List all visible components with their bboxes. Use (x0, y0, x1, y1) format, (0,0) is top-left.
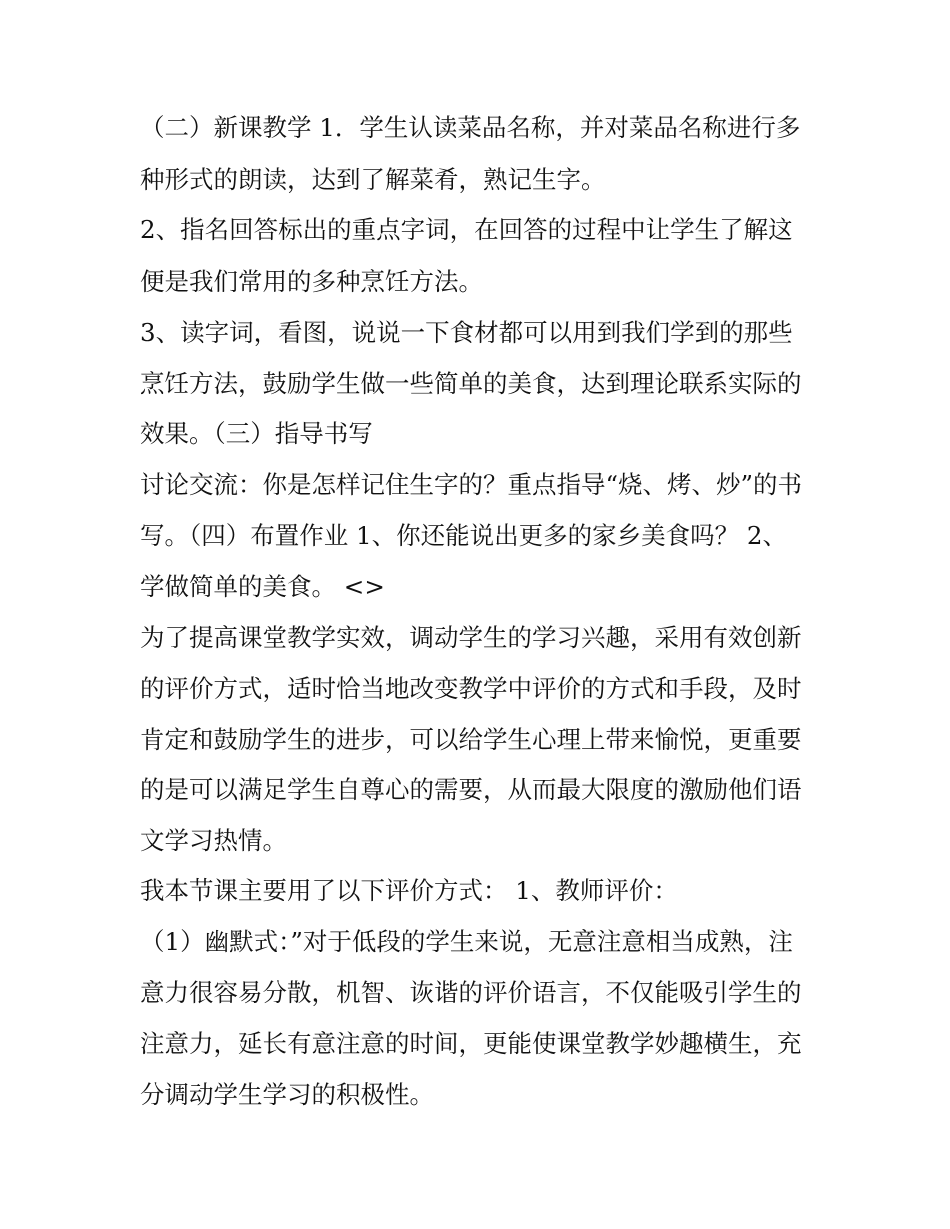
text-line: 种形式的朗读，达到了解菜肴，熟记生字。 (140, 165, 606, 194)
text-line: 学做简单的美食。 <> (140, 572, 385, 601)
text-line: 效果。（三）指导书写 (140, 419, 373, 448)
text-line: 烹饪方法，鼓励学生做一些简单的美食，达到理论联系实际的 (140, 369, 802, 398)
text-line: 的评价方式，适时恰当地改变教学中评价的方式和手段，及时 (140, 674, 802, 703)
text-line: 为了提高课堂教学实效，调动学生的学习兴趣，采用有效创新 (140, 623, 802, 652)
text-line: 分调动学生学习的积极性。 (140, 1080, 434, 1109)
text-line: （二）新课教学 1．学生认读菜品名称，并对菜品名称进行多 (140, 113, 801, 142)
text-line: 肯定和鼓励学生的进步，可以给学生心理上带来愉悦，更重要 (140, 725, 802, 754)
text-line: 我本节课主要用了以下评价方式： 1、教师评价： (140, 876, 678, 905)
text-line: 写。（四）布置作业 1、你还能说出更多的家乡美食吗？ 2、 (140, 521, 787, 550)
text-line: 文学习热情。 (140, 826, 287, 855)
text-line: 2、指名回答标出的重点字词，在回答的过程中让学生了解这 (140, 215, 793, 244)
text-line: 注意力，延长有意注意的时间，更能使课堂教学妙趣横生，充 (140, 1029, 802, 1058)
text-line: （1）幽默式：”对于低段的学生来说，无意注意相当成熟，注 (140, 927, 793, 956)
text-line: 3、读字词，看图，说说一下食材都可以用到我们学到的那些 (140, 318, 793, 347)
text-line: 意力很容易分散，机智、诙谐的评价语言，不仅能吸引学生的 (140, 978, 802, 1007)
text-line: 便是我们常用的多种烹饪方法。 (140, 267, 483, 296)
text-line: 讨论交流：你是怎样记住生字的？重点指导“烧、烤、炒”的书 (140, 470, 803, 499)
text-line: 的是可以满足学生自尊心的需要，从而最大限度的激励他们语 (140, 775, 802, 804)
